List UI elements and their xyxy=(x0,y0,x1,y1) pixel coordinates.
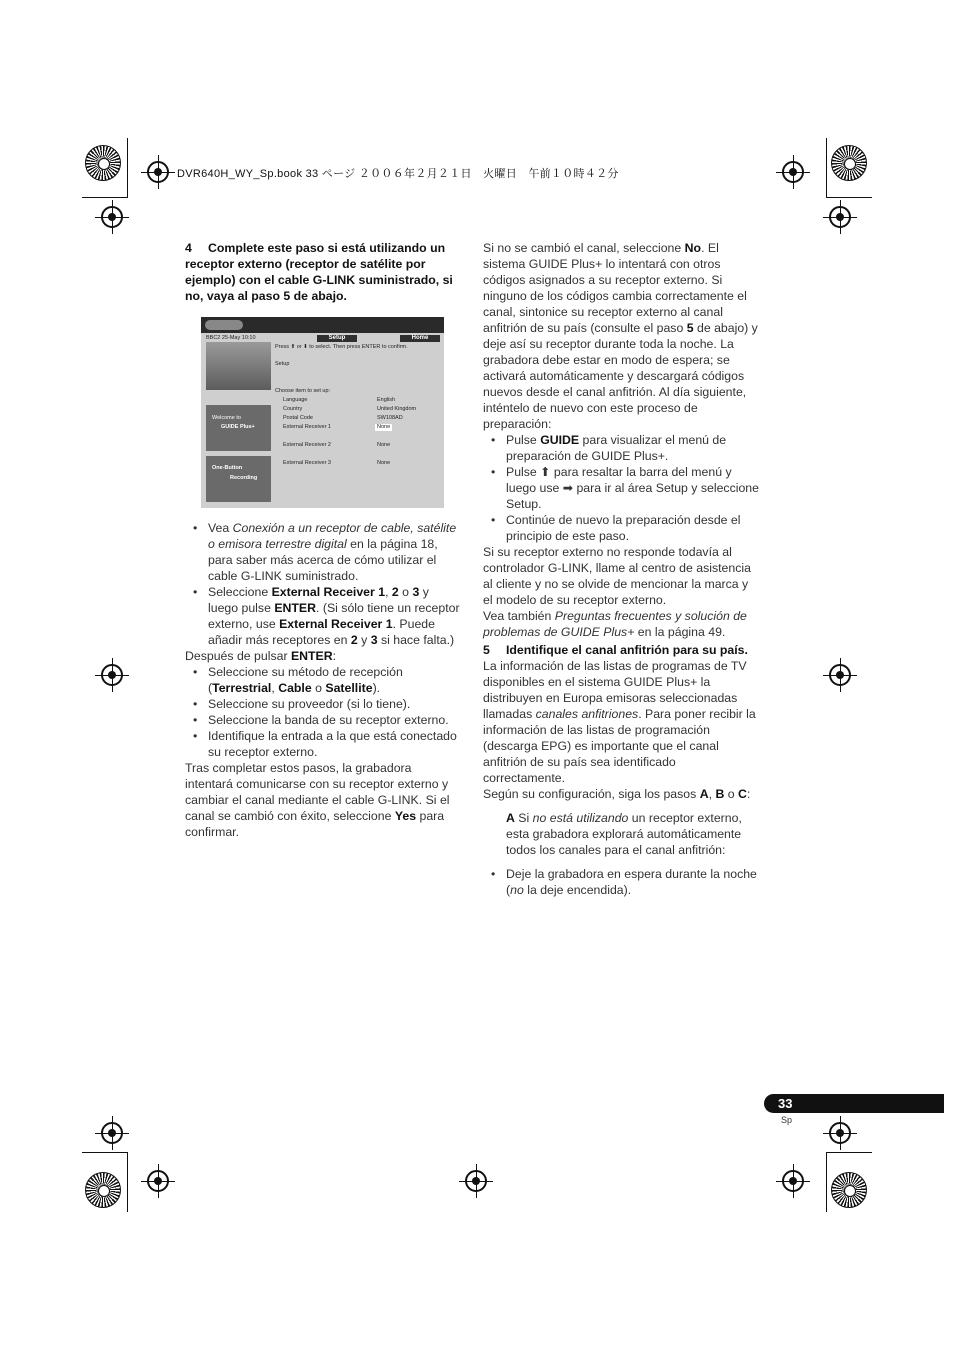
bullet-seleccione: • Seleccione External Receiver 1, 2 o 3 y luego pulse ENTER. (Si sólo tiene un receptor externo, use External Receiver 1. Puede añadir más receptores en 2 y 3 si hace falta.) xyxy=(185,584,460,648)
setting-label: External Receiver 3 xyxy=(283,460,331,466)
setting-label: External Receiver 1 xyxy=(283,424,331,430)
bullet-standby: • Deje la grabadora en espera durante la noche (no la deje encendida). xyxy=(483,866,761,898)
guide-plus-logo xyxy=(205,320,243,330)
registration-mark xyxy=(782,161,804,183)
page-language: Sp xyxy=(781,1115,793,1125)
sub-bullet-provider: • Seleccione su proveedor (si lo tiene). xyxy=(185,696,460,712)
para-no-response: Si su receptor externo no responde todavía al controlador G-LINK, llame al centro de asistencia al cliente y no se olvide de mencionar la marca y el modelo de su receptor externo. xyxy=(483,545,751,607)
crop-line xyxy=(127,138,128,198)
instruction-text: Press ⬆ or ⬇ to select. Then press ENTER to confirm. xyxy=(275,344,408,350)
registration-burst-top-left xyxy=(85,145,121,181)
setting-value: SW108AD xyxy=(377,415,403,421)
para-no-change: Si no se cambió el canal, seleccione No. El sistema GUIDE Plus+ lo intentará con otros códigos asignados a su receptor externo. Si ninguno de los códigos cambia correctamente el canal, sintonice su receptor externo al canal anfitrión de su país (consulte el paso 5 de abajo) y deje así su receptor durante toda la noche. La grabadora debe estar en modo de espera; se activará automáticamente y descargará códigos nuevos desde el canal anfitrión. Al día siguiente, inténtelo de nuevo con este proceso de preparación: xyxy=(483,241,758,431)
tab-home: Home xyxy=(400,335,440,342)
status-line: BBC2 25-May 10:10 xyxy=(206,335,256,341)
registration-burst-bottom-right xyxy=(831,1172,867,1208)
registration-mark xyxy=(782,1170,804,1192)
registration-mark xyxy=(147,161,169,183)
crop-line xyxy=(826,1152,872,1153)
bullet-pulse-arrow: • Pulse ⬆ para resaltar la barra del menú y luego use ➡ para ir al área Setup y seleccione Setup. xyxy=(483,464,761,512)
setting-label: Language xyxy=(283,397,308,403)
crop-line xyxy=(82,1152,128,1153)
para-host-channels: La información de las listas de programas de TV disponibles en el sistema GUIDE Plus+ la distribuyen en Europa emisoras seleccionadas llamadas canales anfitriones. Para poner recibir la información de las listas de programación (descarga EPG) es importante que el canal anfitrión de su país sea identificado correctamente. xyxy=(483,659,756,785)
setting-label: Country xyxy=(283,406,303,412)
sub-bullet-input: • Identifique la entrada a la que está conectado su receptor externo. xyxy=(185,728,460,760)
step-4-heading: 4 Complete este paso si está utilizando un receptor externo (receptor de satélite por ejemplo) con el cable G-LINK suministrado, si no, vaya al paso 5 de abajo. xyxy=(185,241,453,303)
crop-line xyxy=(826,1152,827,1212)
guide-plus-setup-screen xyxy=(201,317,444,508)
registration-mark xyxy=(101,1122,123,1144)
registration-mark xyxy=(465,1170,487,1192)
crop-line xyxy=(127,1152,128,1212)
left-column xyxy=(185,240,460,304)
welcome-panel: Welcome to GUIDE Plus+ xyxy=(206,405,271,451)
registration-mark xyxy=(829,1122,851,1144)
screen-top-bar xyxy=(201,317,444,333)
registration-mark xyxy=(147,1170,169,1192)
para-option-a: A Si no está utilizando un receptor externo, esta grabadora explorará automáticamente todos los canales para el canal anfitrión: xyxy=(506,811,742,857)
page-number: 33 xyxy=(778,1096,793,1111)
setting-value: None xyxy=(377,460,391,466)
tras-paragraph: Tras completar estos pasos, la grabadora intentará comunicarse con su receptor externo y cambiar el canal mediante el cable G-LINK. Si el canal se cambió con éxito, seleccione Yes para confirmar. xyxy=(185,761,450,839)
sub-bullet-reception: • Seleccione su método de recepción (Terrestrial, Cable o Satellite). xyxy=(185,664,460,696)
sub-bullet-band: • Seleccione la banda de su receptor externo. xyxy=(185,712,460,728)
left-column-lower xyxy=(185,520,460,840)
setting-value-selected: None xyxy=(377,424,391,430)
after-enter-text: Después de pulsar ENTER: xyxy=(185,649,337,663)
section-title: Setup xyxy=(275,361,290,367)
registration-burst-top-right xyxy=(831,145,867,181)
crop-line xyxy=(826,197,872,198)
bullet-guide: • Pulse GUIDE para visualizar el menú de preparación de GUIDE Plus+. xyxy=(483,432,761,464)
setting-value: English xyxy=(377,397,396,403)
setting-value: United Kingdom xyxy=(377,406,417,412)
preview-picture xyxy=(206,342,271,390)
choose-text: Choose item to set up: xyxy=(275,388,331,394)
setting-label: Postal Code xyxy=(283,415,313,421)
step-5-heading: 5 Identifique el canal anfitrión para su país. xyxy=(483,643,748,657)
one-button-recording-panel: One-Button Recording xyxy=(206,456,271,502)
bullet-continue: • Continúe de nuevo la preparación desde el principio de este paso. xyxy=(483,512,761,544)
bullet-vea: • Vea Conexión a un receptor de cable, satélite o emisora terrestre digital en la página 18, para saber más acerca de cómo utilizar el cable G-LINK suministrado. xyxy=(185,520,460,584)
registration-mark xyxy=(101,664,123,686)
registration-mark xyxy=(829,664,851,686)
para-steps-abc: Según su configuración, siga los pasos A, B o C: xyxy=(483,787,751,801)
registration-mark xyxy=(829,206,851,228)
crop-line xyxy=(82,197,128,198)
right-column xyxy=(483,240,761,898)
tab-setup: Setup xyxy=(317,335,357,342)
registration-mark xyxy=(101,206,123,228)
registration-burst-bottom-left xyxy=(85,1172,121,1208)
print-header: DVR640H_WY_Sp.book 33 ページ ２００６年２月２１日 火曜日 午前１０時４２分 xyxy=(177,168,619,180)
setting-value: None xyxy=(377,442,391,448)
setting-label: External Receiver 2 xyxy=(283,442,331,448)
para-see-also: Vea también Preguntas frecuentes y solución de problemas de GUIDE Plus+ en la página 49. xyxy=(483,609,747,639)
crop-line xyxy=(826,138,827,198)
